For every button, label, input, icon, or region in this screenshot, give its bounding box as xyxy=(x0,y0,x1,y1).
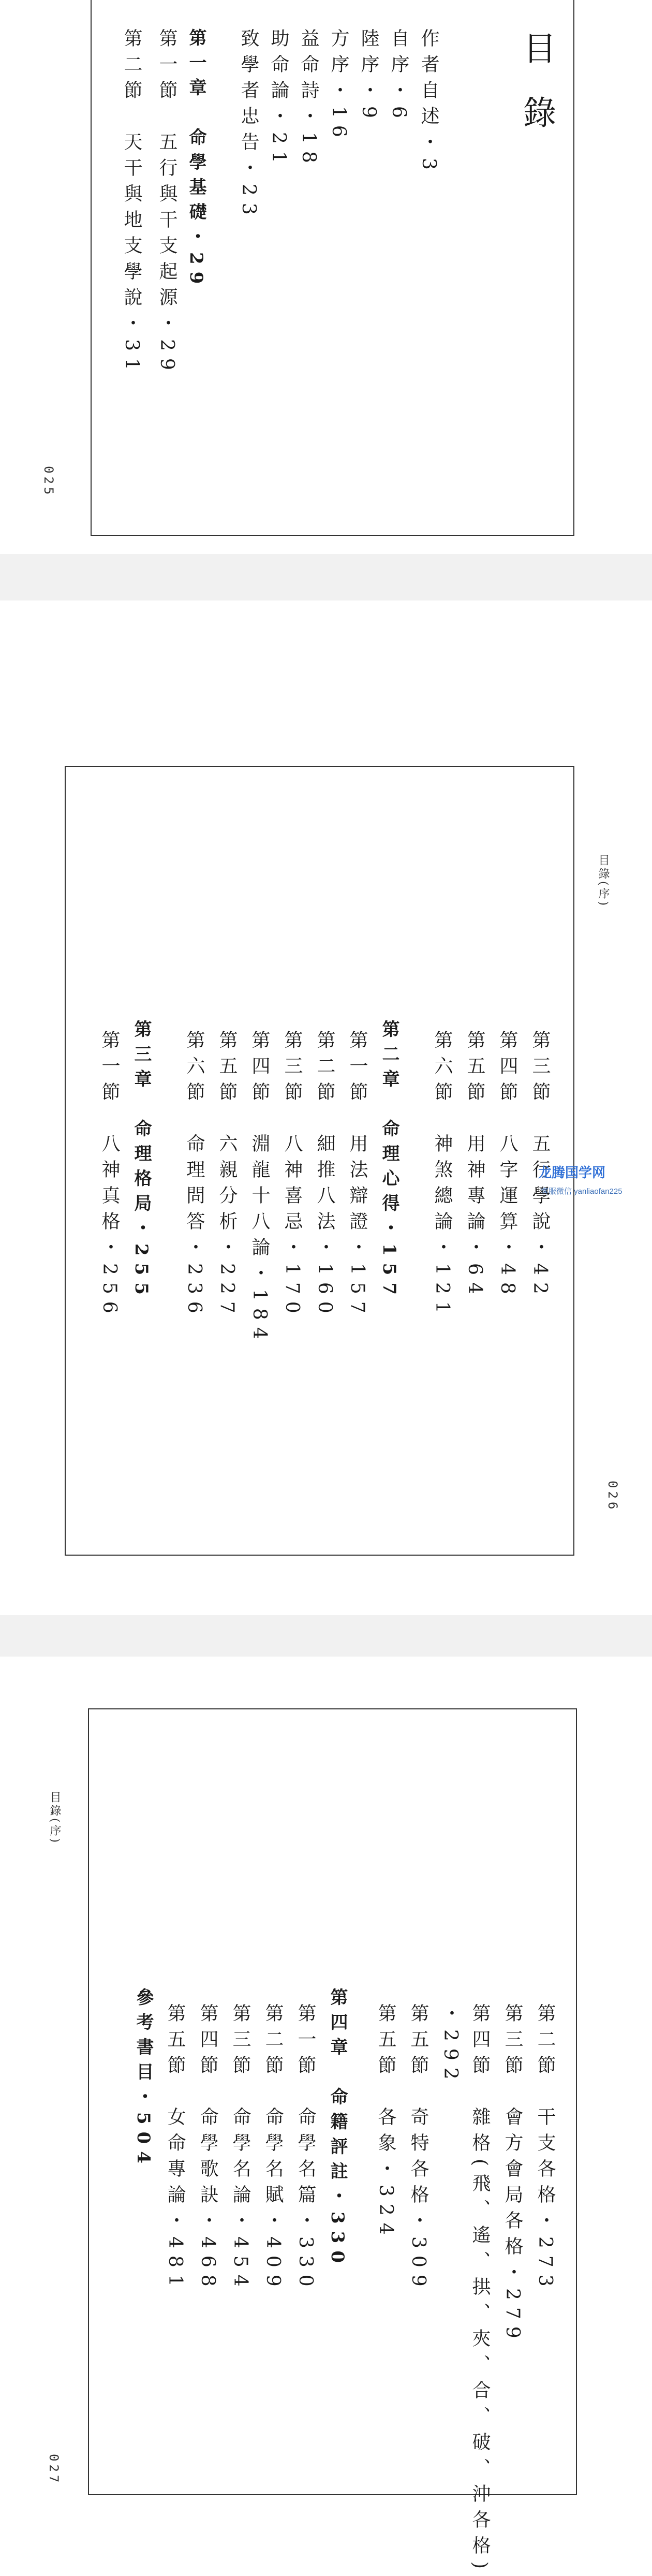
toc-entry: 第二節 細推八法・160 xyxy=(314,1030,335,1321)
page-number: 025 xyxy=(41,466,56,498)
toc-entry: 第一節 用法辯證・157 xyxy=(347,1030,368,1321)
toc-entry: 第一節 命學名篇・330 xyxy=(295,2003,316,2294)
toc-entry: 作者自述・3 xyxy=(418,28,439,177)
toc-entry: 第三節 命學名論・454 xyxy=(230,2003,251,2294)
toc-entry: ・292 xyxy=(440,2003,461,2087)
page-gap xyxy=(0,554,652,601)
watermark-subtitle: 客服微信 yanliaofan225 xyxy=(541,1187,623,1196)
toc-entry: 第四節 命學歌訣・468 xyxy=(197,2003,218,2294)
toc-entry: 第一節 五行與干支起源・29 xyxy=(156,28,177,377)
side-stamp: 目錄(序) xyxy=(597,854,610,908)
toc-entry: 第五節 女命專論・481 xyxy=(165,2003,186,2294)
side-stamp: 目錄(序) xyxy=(48,1791,61,1845)
toc-entry: 第二節 天干與地支學說・31 xyxy=(121,28,142,377)
toc-entry: 第四節 雜格(飛、遙、拱、夾、合、破、沖各格) xyxy=(469,2003,491,2576)
page-title: 目錄 xyxy=(517,31,556,159)
toc-entry: 第五節 奇特各格・309 xyxy=(408,2003,429,2294)
page-gap xyxy=(0,1615,652,1657)
toc-entry: 第四節 淵龍十八論・184 xyxy=(249,1030,270,1346)
toc-entry: 第四節 八字運算・48 xyxy=(497,1030,518,1301)
toc-entry: 方序・16 xyxy=(328,28,349,144)
toc-chapter: 第一章 命學基礎・29 xyxy=(186,28,206,291)
page-number: 026 xyxy=(605,1481,620,1513)
toc-entry: 第五節 各象・324 xyxy=(375,2003,396,2242)
toc-entry: 第三節 五行學說・42 xyxy=(529,1030,551,1301)
toc-entry: 第六節 命理問答・236 xyxy=(184,1030,205,1321)
page-number: 027 xyxy=(47,2454,61,2486)
toc-entry: 益命詩・18 xyxy=(298,28,319,170)
toc-entry: 助命論・21 xyxy=(268,28,289,170)
watermark-title: 龙腾国学网 xyxy=(538,1165,606,1180)
toc-entry: 陸序・9 xyxy=(358,28,379,125)
toc-chapter: 參考書目・504 xyxy=(133,1988,154,2171)
toc-entry: 自序・6 xyxy=(388,28,409,125)
toc-entry: 第二節 干支各格・273 xyxy=(535,2003,556,2294)
toc-chapter: 第二章 命理心得・157 xyxy=(379,1020,399,1302)
toc-entry: 第六節 神煞總論・121 xyxy=(432,1030,453,1321)
toc-entry: 第三節 八神喜忌・170 xyxy=(281,1030,303,1321)
toc-entry: 第一節 八神真格・256 xyxy=(99,1030,120,1321)
toc-entry: 第三節 會方會局各格・279 xyxy=(502,2003,523,2346)
toc-entry: 致學者忠告・23 xyxy=(238,28,259,222)
toc-entry: 第五節 用神專論・64 xyxy=(464,1030,485,1301)
toc-entry: 第五節 六親分析・227 xyxy=(216,1030,238,1321)
toc-chapter: 第三章 命理格局・255 xyxy=(131,1020,152,1302)
toc-chapter: 第四章 命籍評註・330 xyxy=(327,1988,348,2270)
toc-entry: 第二節 命學名賦・409 xyxy=(262,2003,284,2294)
